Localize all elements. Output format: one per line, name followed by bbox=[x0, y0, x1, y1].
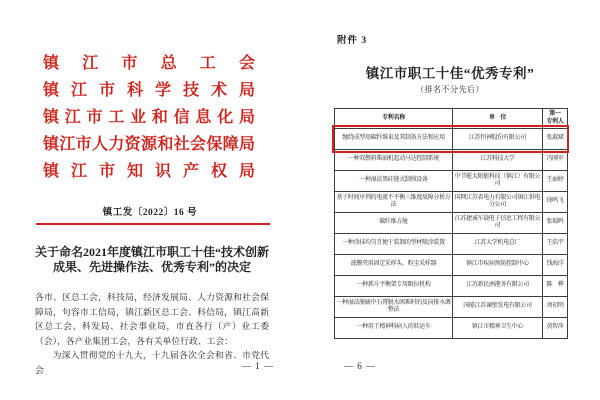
first-patentee-cell: 徐鸣飞 bbox=[543, 192, 568, 213]
red-divider-line bbox=[36, 223, 270, 225]
table-row bbox=[335, 192, 568, 213]
patent-name-cell: 一种涂抹均匀且便于装卸的型材喷涂装置 bbox=[335, 234, 453, 255]
patent-name-cell: 基于时间序列的电流不平衡三维度故障分析方法 bbox=[335, 192, 453, 213]
patent-name-cell: 一种双燃料柴油机起动马达控制系统 bbox=[335, 150, 453, 171]
table-row bbox=[335, 318, 568, 339]
patent-name-cell: 缠绕成型用碳纤维束及其制备方法和应用 bbox=[335, 129, 453, 150]
document-number: 镇工发〔2022〕16 号 bbox=[102, 208, 198, 218]
attachment-label: 附件 3 bbox=[337, 36, 368, 46]
first-patentee-cell: 张瑞鸣 bbox=[543, 213, 568, 234]
document-title-line2: 成果、先进操作法、优秀专利”的决定 bbox=[52, 260, 251, 274]
patent-name-cell: 一种湿法脱硫中石膏脱水困难时的反向排水调整法 bbox=[335, 297, 453, 318]
unit-cell: 江苏新民洲港务有限公司 bbox=[453, 276, 543, 297]
attachment-subtitle: （排名不分先后） bbox=[416, 85, 484, 94]
table-row bbox=[335, 234, 568, 255]
table-row bbox=[335, 276, 568, 297]
org-name-line: 镇江市工业和信息化局 bbox=[43, 109, 255, 126]
first-patentee-cell: 黄智萍 bbox=[543, 318, 568, 339]
unit-cell: 镇江市疾病预防控制中心 bbox=[453, 255, 543, 276]
page-number-left: — 1 — bbox=[242, 361, 274, 371]
first-patentee-cell: 钱海洋 bbox=[543, 255, 568, 276]
header-first-patentee-line1: 第一 bbox=[549, 111, 561, 117]
unit-cell: 江苏大学机电总厂 bbox=[453, 234, 543, 255]
unit-cell: 中节能太阳能科技（镇江）有限公司 bbox=[453, 171, 543, 192]
patent-table-container bbox=[334, 108, 567, 339]
first-patentee-cell: 陈 桦 bbox=[543, 276, 568, 297]
document-title-line1: 关于命名2021年度镇江市职工十佳“技术创新 bbox=[34, 245, 269, 259]
table-header-row bbox=[335, 109, 568, 129]
patent-name-cell: 一种用于精神科病人的转运车 bbox=[335, 318, 453, 339]
table-row bbox=[335, 255, 568, 276]
body-paragraph-recipients: 各市、区总工会，科技局，经济发展局、人力资源和社会保障局，句容市工信局，镇江新区总工会、科信局，镇江高新区总工会、科发局、社会事业局，市直各行（产）业工委（会），各产业集团工会，各有关单位行政、工会： bbox=[35, 292, 269, 346]
first-patentee-cell: 王丽婷 bbox=[543, 171, 568, 192]
org-name-line: 镇江市科学技术局 bbox=[43, 82, 255, 99]
header-patent-name: 专利名称 bbox=[335, 109, 453, 129]
patent-table bbox=[334, 108, 568, 339]
unit-cell: 江苏捷诚车载电子信息工程有限公司 bbox=[453, 213, 543, 234]
patent-name-cell: 滤膜夹用固定采样头、粉尘采样器 bbox=[335, 255, 453, 276]
header-unit: 单 位 bbox=[453, 109, 543, 129]
table-row bbox=[335, 129, 568, 150]
table-row bbox=[335, 171, 568, 192]
org-name-line: 镇江市总工会 bbox=[43, 55, 255, 72]
first-patentee-cell: 王浩宇 bbox=[543, 234, 568, 255]
unit-cell: 江苏恒神股份有限公司 bbox=[453, 129, 543, 150]
table-row bbox=[335, 297, 568, 318]
patent-name-cell: 碳纤维方舱 bbox=[335, 213, 453, 234]
patent-name-cell: 一种抓斗平衡架专用限拉机构 bbox=[335, 276, 453, 297]
unit-cell: 国能江苏谏壁发电有限公司 bbox=[453, 297, 543, 318]
first-patentee-cell: 张淑斌 bbox=[543, 129, 568, 150]
patent-name-cell: 一种湿法黑硅链式制绒设备 bbox=[335, 171, 453, 192]
header-first-patentee bbox=[543, 109, 568, 129]
first-patentee-cell: 刘初明 bbox=[543, 297, 568, 318]
table-row bbox=[335, 150, 568, 171]
unit-cell: 国网江苏省电力有限公司镇江供电分公司 bbox=[453, 192, 543, 213]
page-number-right: — 6 — bbox=[344, 361, 376, 371]
table-row bbox=[335, 213, 568, 234]
unit-cell: 镇江市精神卫生中心 bbox=[453, 318, 543, 339]
first-patentee-cell: 冯刚军 bbox=[543, 150, 568, 171]
header-first-patentee-line2: 专利人 bbox=[546, 118, 564, 125]
org-name-line: 镇江市知识产权局 bbox=[43, 163, 255, 180]
issuing-organizations bbox=[43, 50, 255, 185]
attachment-title: 镇江市职工十佳“优秀专利” bbox=[365, 66, 535, 81]
unit-cell: 江苏科技大学 bbox=[453, 150, 543, 171]
body-paragraph-intro: 为深入贯彻党的十九大，十九届各次全会和省、市党代会 bbox=[35, 350, 269, 375]
document-title bbox=[10, 245, 294, 275]
org-name-line: 镇江市人力资源和社会保障局 bbox=[43, 136, 255, 153]
